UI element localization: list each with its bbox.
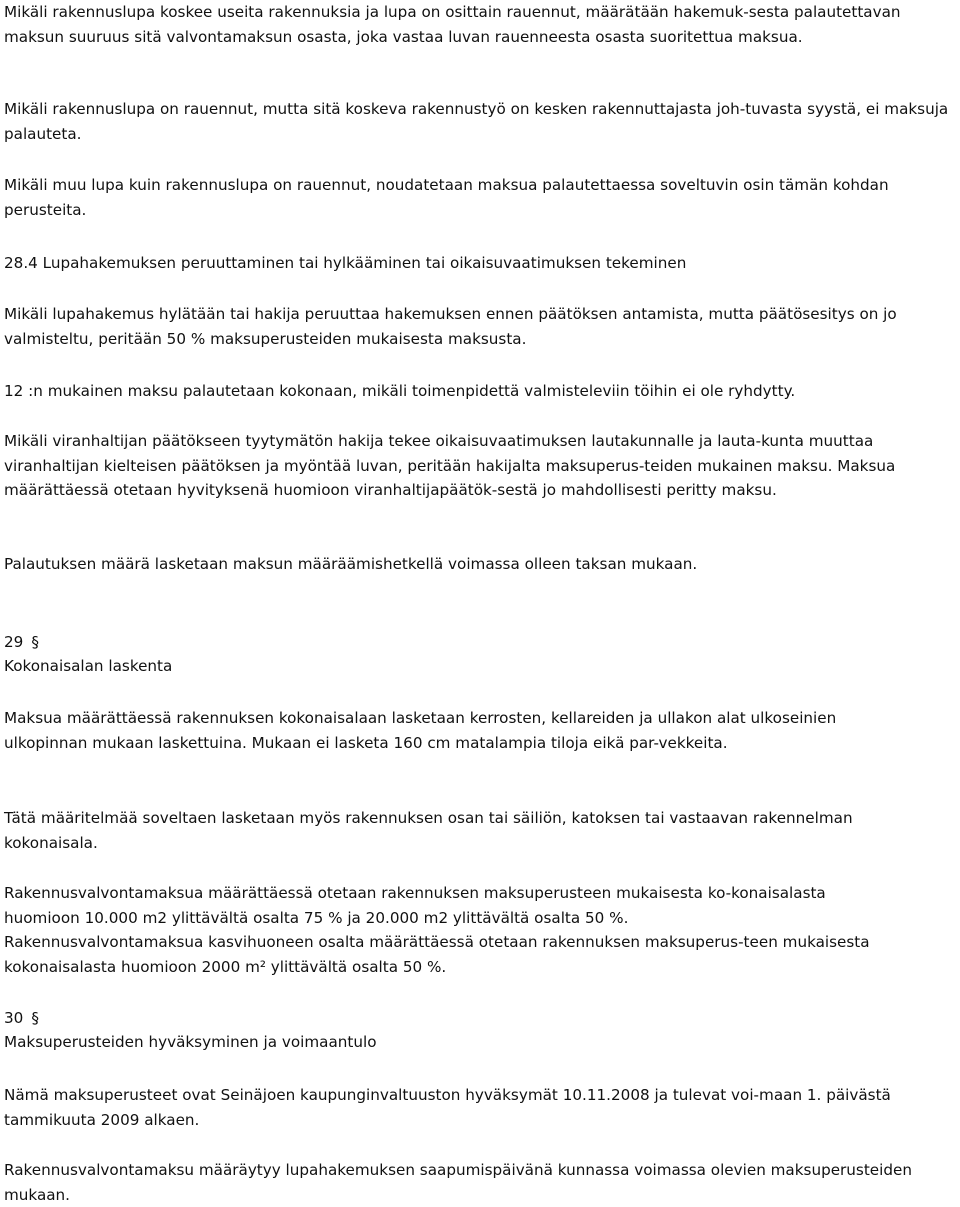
section-heading: 28.4 Lupahakemuksen peruuttaminen tai hylkääminen tai oikaisuvaatimuksen tekeminen — [4, 254, 687, 272]
paragraph: Mikäli rakennuslupa on rauennut, mutta sitä koskeva rakennustyö on kesken rakennuttajasta joh-tuvasta syystä, ei maksuja palauteta. — [4, 100, 949, 143]
paragraph: Tätä määritelmää soveltaen lasketaan myös rakennuksen osan tai säiliön, katoksen tai vastaavan rakennelman kokonaisala. — [4, 809, 853, 852]
paragraph: Rakennusvalvontamaksua määrättäessä otetaan rakennuksen maksuperusteen mukaisesta ko-konaisalasta huomioon 10.000 m2 ylittävältä osalta 75 % ja 20.000 m2 ylittävältä osalta 50 %. — [4, 884, 826, 927]
section-title: Maksuperusteiden hyväksyminen ja voimaantulo — [4, 1033, 377, 1051]
paragraph: 12 :n mukainen maksu palautetaan kokonaan, mikäli toimenpidettä valmisteleviin töihin ei ole ryhdytty. — [4, 382, 796, 400]
paragraph: Mikäli muu lupa kuin rakennuslupa on rauennut, noudatetaan maksua palautettaessa soveltuvin osin tämän kohdan perusteita. — [4, 176, 889, 219]
section-title: Kokonaisalan laskenta — [4, 657, 173, 675]
paragraph: Maksua määrättäessä rakennuksen kokonaisalaan lasketaan kerrosten, kellareiden ja ullakon alat ulkoseinien ulkopinnan mukaan laskettuina. Mukaan ei lasketa 160 cm matalampia tiloja eikä par-vekkeita. — [4, 709, 837, 752]
paragraph: Mikäli viranhaltijan päätökseen tyytymätön hakija tekee oikaisuvaatimuksen lautakunnalle ja lauta-kunta muuttaa viranhaltijan kielteisen päätöksen ja myöntää luvan, peritään hakijalta maksuperus-teiden mukainen maksu. Maksua määrättäessä otetaan hyvityksenä huomioon viranhaltijapäätök-sestä jo mahdollisesti peritty maksu. — [4, 432, 896, 500]
section-symbol: § — [31, 1009, 39, 1027]
section-number — [4, 1006, 39, 1031]
paragraph: Palautuksen määrä lasketaan maksun määräämishetkellä voimassa olleen taksan mukaan. — [4, 555, 698, 573]
paragraph: Rakennusvalvontamaksu määräytyy lupahakemuksen saapumispäivänä kunnassa voimassa olevien maksuperusteiden mukaan. — [4, 1161, 912, 1204]
section-symbol: § — [31, 633, 39, 651]
section-number-value: 29 — [4, 633, 24, 651]
paragraph: Nämä maksuperusteet ovat Seinäjoen kaupunginvaltuuston hyväksymät 10.11.2008 ja tulevat voi-maan 1. päivästä tammikuuta 2009 alkaen. — [4, 1086, 891, 1129]
section-number — [4, 630, 39, 655]
paragraph: Rakennusvalvontamaksua kasvihuoneen osalta määrättäessä otetaan rakennuksen maksuperus-teen mukaisesta kokonaisalasta huomioon 2000 m² ylittävältä osalta 50 %. — [4, 933, 870, 976]
paragraph: Mikäli rakennuslupa koskee useita rakennuksia ja lupa on osittain rauennut, määrätään hakemuk-sesta palautettavan maksun suuruus sitä valvontamaksun osasta, joka vastaa luvan rauenneesta osasta suoritettua maksua. — [4, 3, 901, 46]
paragraph: Mikäli lupahakemus hylätään tai hakija peruuttaa hakemuksen ennen päätöksen antamista, mutta päätösesitys on jo valmisteltu, peritään 50 % maksuperusteiden mukaisesta maksusta. — [4, 305, 897, 348]
section-number-value: 30 — [4, 1009, 24, 1027]
